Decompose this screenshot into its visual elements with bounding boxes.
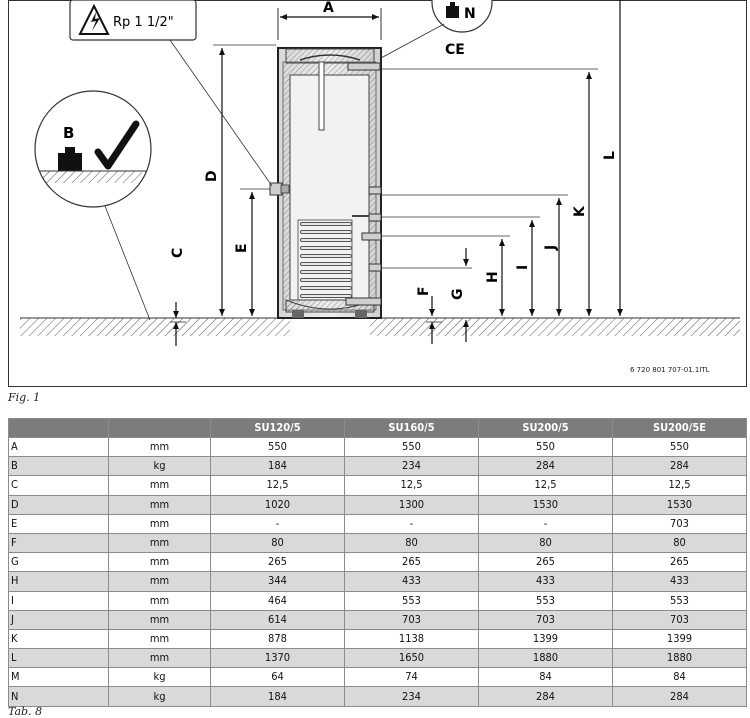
row-key: C	[9, 476, 109, 495]
row-value: 703	[479, 610, 613, 629]
row-value: 703	[613, 610, 747, 629]
figure-code: 6 720 801 707-01.1ITL	[630, 366, 710, 374]
dimension-l	[602, 0, 620, 316]
table-row	[9, 629, 747, 648]
row-value: 265	[613, 553, 747, 572]
row-value: 1370	[211, 649, 345, 668]
row-value: 284	[479, 457, 613, 476]
row-value: 265	[479, 553, 613, 572]
table-row	[9, 687, 747, 706]
row-key: B	[9, 457, 109, 476]
label-g: G	[450, 288, 466, 300]
dimension-i	[381, 217, 540, 316]
row-value: 74	[345, 668, 479, 687]
row-key: J	[9, 610, 109, 629]
row-key: K	[9, 629, 109, 648]
row-value: 1399	[479, 629, 613, 648]
row-value: 1020	[211, 495, 345, 514]
row-value: 1650	[345, 649, 479, 668]
row-value: 265	[211, 553, 345, 572]
table-row	[9, 495, 747, 514]
row-value: 614	[211, 610, 345, 629]
row-unit: mm	[109, 514, 211, 533]
row-value: 344	[211, 572, 345, 591]
row-key: G	[9, 553, 109, 572]
table-row	[9, 476, 747, 495]
dimension-d	[204, 45, 276, 316]
row-value: 80	[613, 533, 747, 552]
row-value: 80	[479, 533, 613, 552]
dimension-h	[381, 236, 510, 316]
figure-caption: Fig. 1	[8, 391, 41, 404]
row-key: F	[9, 533, 109, 552]
row-value: 1530	[479, 495, 613, 514]
table-row	[9, 533, 747, 552]
row-value: 84	[613, 668, 747, 687]
label-i: I	[515, 264, 531, 270]
row-unit: mm	[109, 553, 211, 572]
row-value: 12,5	[211, 476, 345, 495]
row-value: 265	[345, 553, 479, 572]
weight-icon	[58, 153, 82, 171]
row-unit: kg	[109, 457, 211, 476]
dimension-e	[234, 189, 270, 316]
row-value: -	[211, 514, 345, 533]
table-row	[9, 457, 747, 476]
label-j: J	[543, 244, 559, 250]
row-key: N	[9, 687, 109, 706]
header-model: SU200/5E	[613, 419, 747, 438]
row-key: A	[9, 438, 109, 457]
row-unit: mm	[109, 438, 211, 457]
label-l: L	[602, 151, 618, 160]
row-value: 1880	[479, 649, 613, 668]
row-value: 550	[613, 438, 747, 457]
table-row	[9, 514, 747, 533]
row-value: 878	[211, 629, 345, 648]
row-value: 1880	[613, 649, 747, 668]
row-key: H	[9, 572, 109, 591]
label-k: K	[572, 206, 588, 217]
row-value: -	[479, 514, 613, 533]
row-unit: mm	[109, 533, 211, 552]
row-unit: mm	[109, 629, 211, 648]
header-model: SU120/5	[211, 419, 345, 438]
row-value: 284	[613, 457, 747, 476]
thread-label: Rp 1 1/2"	[113, 15, 174, 30]
row-key: L	[9, 649, 109, 668]
row-value: 1300	[345, 495, 479, 514]
label-e: E	[234, 243, 250, 253]
row-value: 550	[479, 438, 613, 457]
table-row	[9, 668, 747, 687]
row-value: 284	[479, 687, 613, 706]
row-value: 703	[345, 610, 479, 629]
row-value: 1530	[613, 495, 747, 514]
row-key: M	[9, 668, 109, 687]
tank	[278, 48, 381, 318]
row-value: 284	[613, 687, 747, 706]
dimensions-table	[8, 418, 747, 707]
header-model: SU200/5	[479, 419, 613, 438]
label-f: F	[416, 286, 432, 296]
row-unit: mm	[109, 610, 211, 629]
row-value: 84	[479, 668, 613, 687]
row-value: 234	[345, 457, 479, 476]
row-value: 553	[613, 591, 747, 610]
label-d: D	[204, 170, 220, 182]
label-a: A	[323, 0, 334, 16]
table-row	[9, 553, 747, 572]
row-unit: mm	[109, 591, 211, 610]
row-key: D	[9, 495, 109, 514]
table-row	[9, 649, 747, 668]
label-c: C	[170, 247, 186, 258]
dimension-j	[381, 195, 568, 316]
header-unit	[109, 419, 211, 438]
row-value: 553	[479, 591, 613, 610]
weight-b-callout	[35, 91, 151, 320]
row-value: 550	[345, 438, 479, 457]
header-key	[9, 419, 109, 438]
row-value: 12,5	[479, 476, 613, 495]
table-row	[9, 438, 747, 457]
row-unit: mm	[109, 649, 211, 668]
weight-n-callout	[381, 0, 492, 58]
row-value: 12,5	[613, 476, 747, 495]
row-value: 64	[211, 668, 345, 687]
dimension-a	[278, 0, 381, 40]
table-caption: Tab. 8	[8, 705, 43, 718]
row-value: -	[345, 514, 479, 533]
row-value: 184	[211, 457, 345, 476]
row-value: 1138	[345, 629, 479, 648]
row-value: 464	[211, 591, 345, 610]
row-value: 80	[345, 533, 479, 552]
table-row	[9, 572, 747, 591]
row-value: 234	[345, 687, 479, 706]
label-n: N	[464, 6, 476, 22]
row-unit: mm	[109, 495, 211, 514]
ce-mark: CE	[445, 42, 465, 58]
table-header-row	[9, 419, 747, 438]
row-unit: mm	[109, 476, 211, 495]
row-value: 1399	[613, 629, 747, 648]
row-key: E	[9, 514, 109, 533]
row-value: 433	[345, 572, 479, 591]
weight-icon	[446, 6, 459, 18]
row-unit: kg	[109, 687, 211, 706]
row-key: I	[9, 591, 109, 610]
row-value: 80	[211, 533, 345, 552]
table-row	[9, 610, 747, 629]
row-value: 553	[345, 591, 479, 610]
row-unit: mm	[109, 572, 211, 591]
table-row	[9, 591, 747, 610]
label-h: H	[485, 271, 501, 283]
header-model: SU160/5	[345, 419, 479, 438]
label-b: B	[63, 124, 75, 142]
row-value: 12,5	[345, 476, 479, 495]
row-value: 550	[211, 438, 345, 457]
row-value: 433	[479, 572, 613, 591]
row-value: 703	[613, 514, 747, 533]
floor	[20, 318, 740, 336]
row-value: 184	[211, 687, 345, 706]
row-value: 433	[613, 572, 747, 591]
row-unit: kg	[109, 668, 211, 687]
